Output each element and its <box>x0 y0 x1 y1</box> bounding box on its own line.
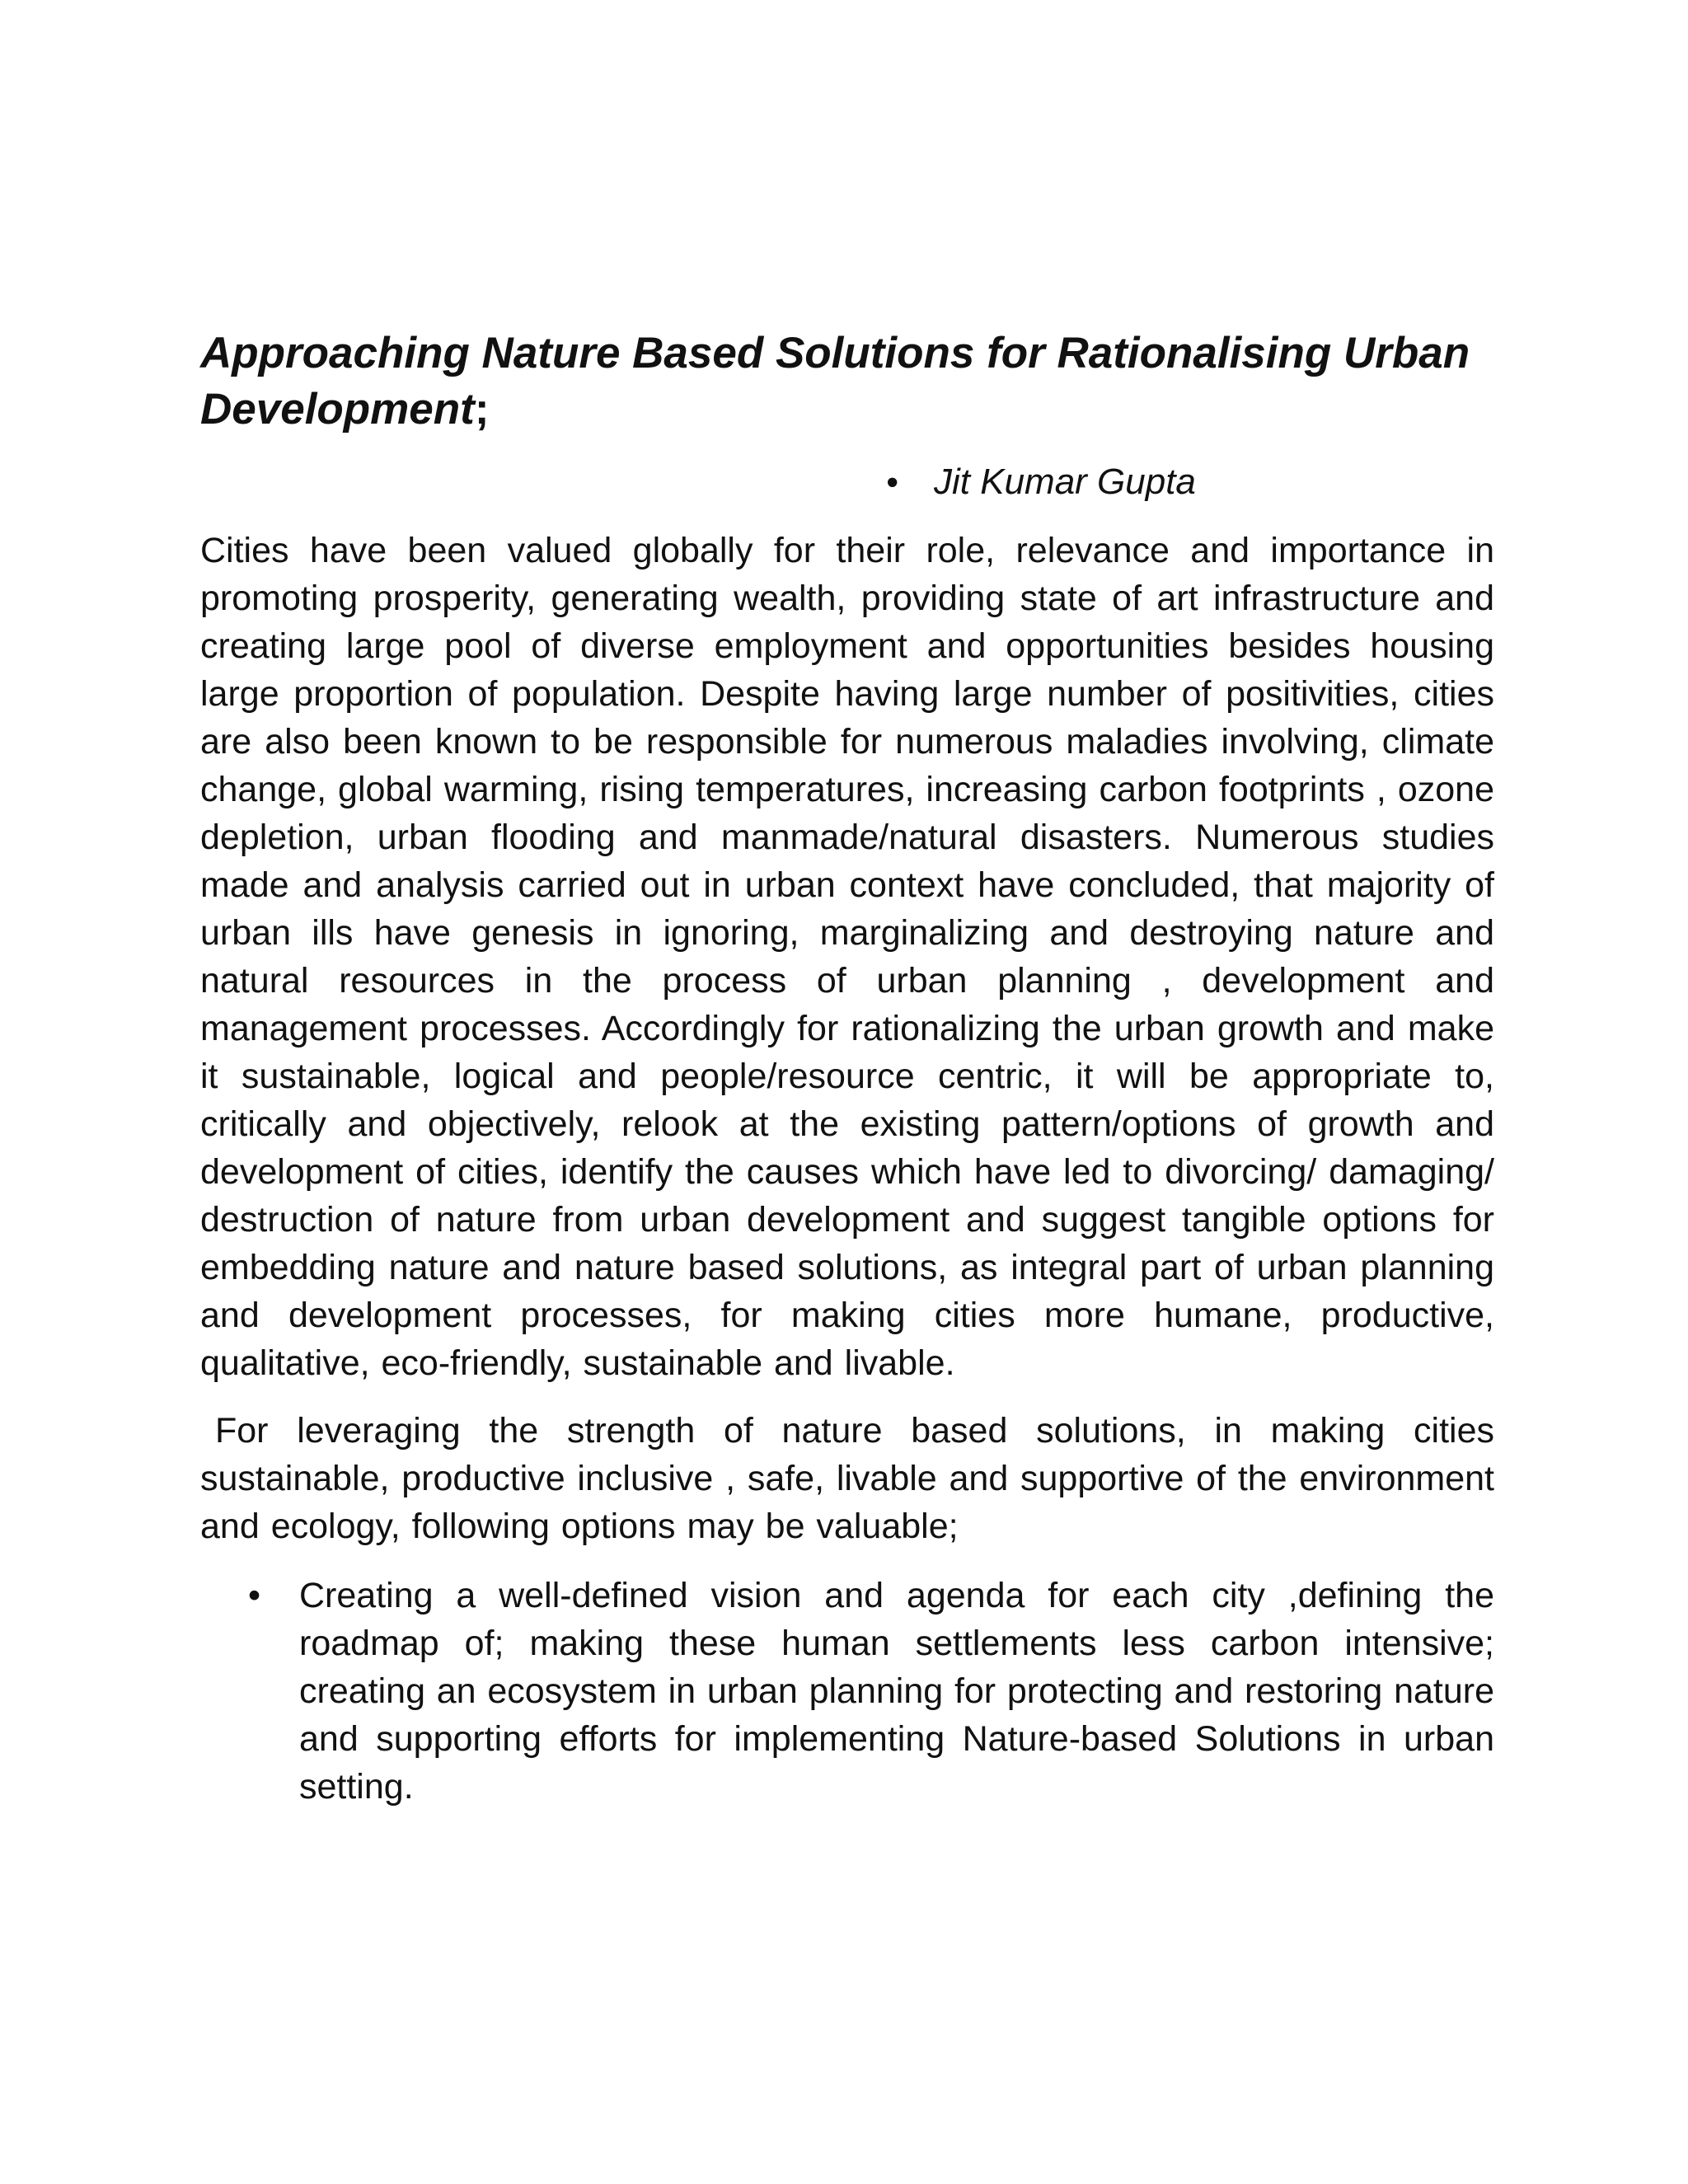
author-line <box>200 456 1494 509</box>
body-paragraph-2: For leveraging the strength of nature based solutions, in making cities sustainable, productive inclusive , safe, livable and supportive of the environment and ecology, following options may be valuable; <box>200 1411 1494 1546</box>
body-paragraph-1: Cities have been valued globally for their role, relevance and importance in promoting prosperity, generating wealth, providing state of art infrastructure and creating large pool of diverse employment and opportunities besides housing large proportion of population. Despite having large number of positivities, cities are also been known to be responsible for numerous maladies involving, climate change, global warming, rising temperatures, increasing carbon footprints , ozone depletion, urban flooding and manmade/natural disasters. Numerous studies made and analysis carried out in urban context have concluded, that majority of urban ills have genesis in ignoring, marginalizing and destroying nature and natural resources in the process of urban planning , development and management processes. Accordingly for rationalizing the urban growth and make it sustainable, logical and people/resource centric, it will be appropriate to, critically and objectively, relook at the existing pattern/options of growth and development of cities, identify the causes which have led to divorcing/ damaging/ destruction of nature from urban development and suggest tangible options for embedding nature and nature based solutions, as integral part of urban planning and development processes, for making cities more humane, productive, qualitative, eco-friendly, sustainable and livable. <box>200 531 1494 1383</box>
options-list <box>200 1572 1494 1811</box>
bullet-icon: • <box>248 1576 261 1615</box>
bullet-icon: • <box>886 462 898 501</box>
title-suffix: ; <box>474 385 490 434</box>
document-page <box>200 326 1494 1811</box>
list-item <box>200 1572 1494 1811</box>
title-text: Approaching Nature Based Solutions for Rationalising Urban Development <box>200 329 1470 434</box>
author-name: Jit Kumar Gupta <box>934 462 1196 502</box>
list-item-text: Creating a well-defined vision and agenda for each city ,defining the roadmap of; making these human settlements less carbon intensive; creating an ecosystem in urban planning for protecting and restoring nature and supporting efforts for implementing Nature-based Solutions in urban setting. <box>299 1576 1494 1807</box>
document-title <box>200 326 1494 438</box>
